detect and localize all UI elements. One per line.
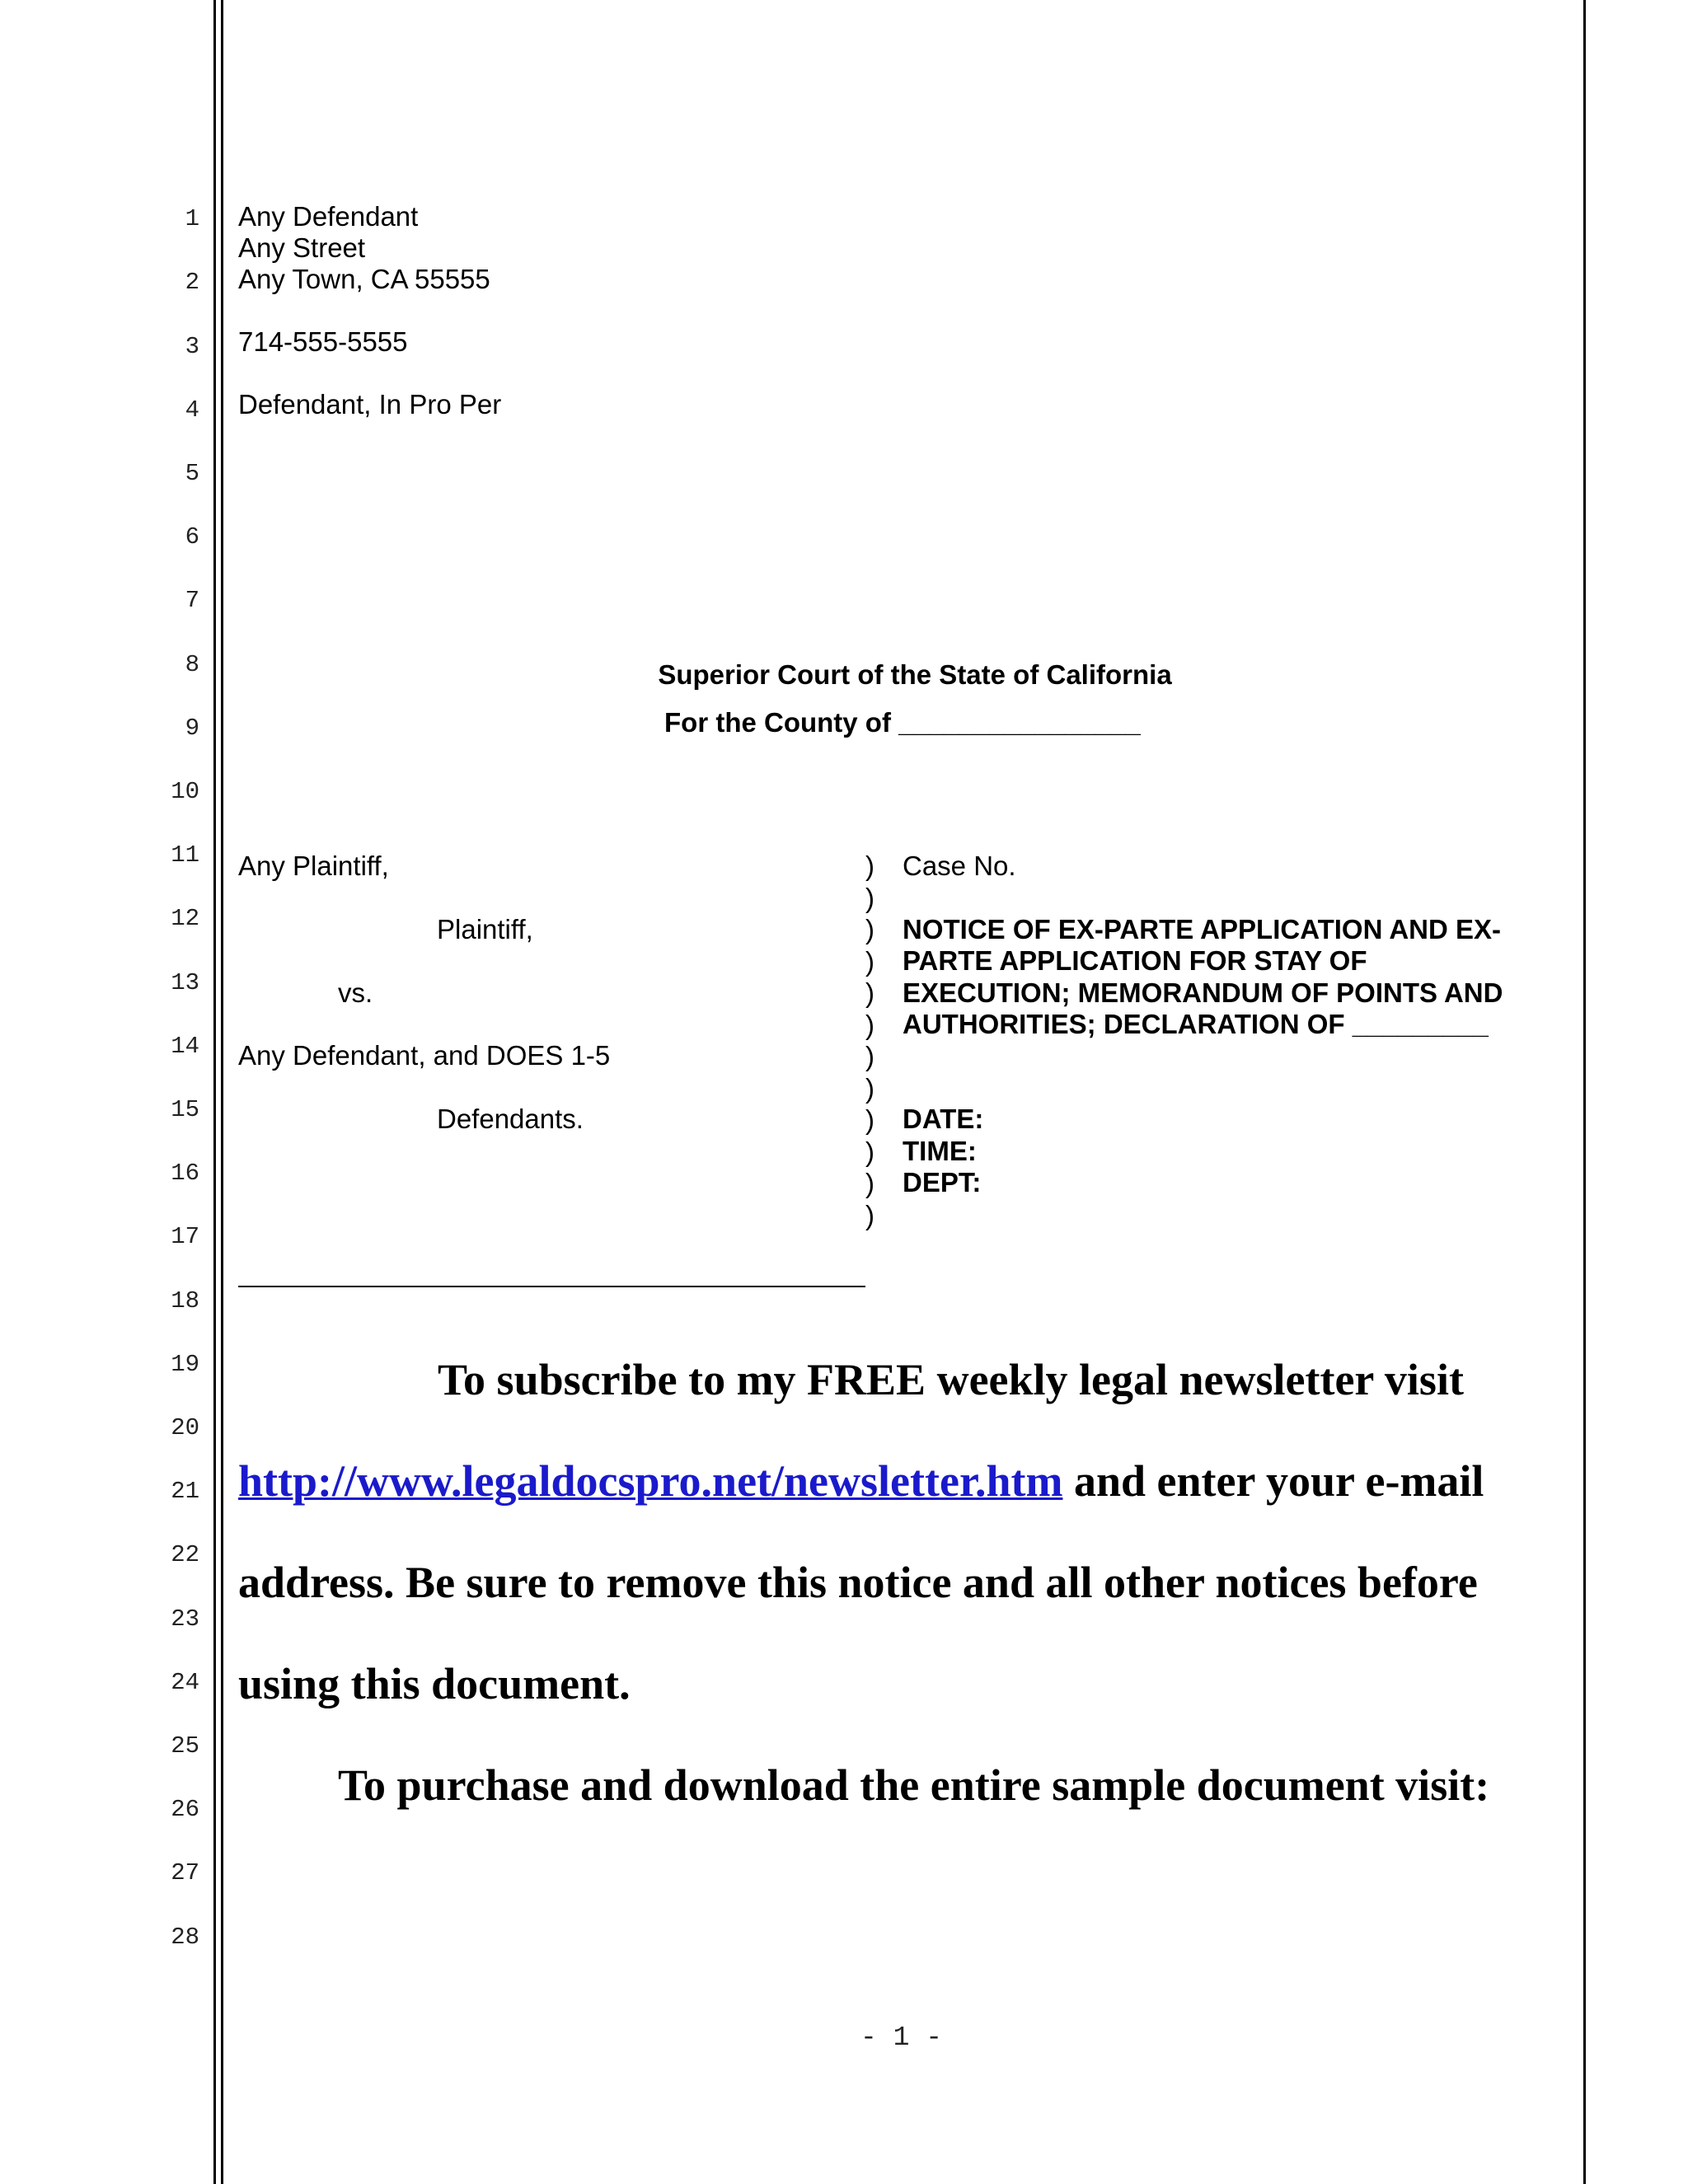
line-number: 25 (171, 1732, 199, 1760)
notice-line-link (238, 1456, 1484, 1506)
document-title-line: PARTE APPLICATION FOR STAY OF (903, 945, 1367, 976)
line-number: 5 (185, 460, 199, 487)
plaintiff-label: Plaintiff, (437, 914, 533, 944)
line-number: 2 (185, 269, 199, 296)
line-number: 13 (171, 969, 199, 996)
hearing-dept-label: DEPT: (903, 1167, 982, 1197)
line-number: 27 (171, 1859, 199, 1886)
notice-line-subscribe: To subscribe to my FREE weekly legal newsletter visit (438, 1355, 1464, 1404)
attorney-name: Any Defendant (238, 201, 419, 232)
notice-link-trailing-text: and enter your e-mail (1062, 1456, 1484, 1506)
line-number: 11 (171, 841, 199, 869)
defendant-label: Defendants. (437, 1104, 584, 1134)
caption-paren: ) (865, 1073, 874, 1104)
document-title-line: NOTICE OF EX-PARTE APPLICATION AND EX- (903, 914, 1502, 944)
line-number: 6 (185, 523, 199, 551)
line-number: 20 (171, 1414, 199, 1441)
line-number: 28 (171, 1924, 199, 1951)
line-numbers (148, 0, 199, 2184)
document-title-line: EXECUTION; MEMORANDUM OF POINTS AND (903, 977, 1503, 1008)
caption-paren: ) (865, 1137, 874, 1167)
line-number: 3 (185, 333, 199, 360)
attorney-street: Any Street (238, 232, 366, 263)
line-number: 7 (185, 587, 199, 614)
attorney-role: Defendant, In Pro Per (238, 389, 502, 419)
notice-line-address: address. Be sure to remove this notice and all other notices before (238, 1558, 1478, 1607)
line-number: 26 (171, 1796, 199, 1823)
court-county: For the County of ________________ (664, 707, 1141, 738)
document-title-line: AUTHORITIES; DECLARATION OF _________ (903, 1009, 1489, 1039)
right-margin-rule (1583, 0, 1586, 2184)
attorney-phone: 714-555-5555 (238, 326, 408, 357)
line-number: 12 (171, 905, 199, 932)
line-number: 1 (185, 205, 199, 232)
case-number-label: Case No. (903, 851, 1016, 881)
versus-label: vs. (338, 977, 373, 1008)
line-number: 15 (171, 1096, 199, 1123)
caption-paren: ) (865, 1200, 874, 1230)
hearing-time-label: TIME: (903, 1136, 977, 1166)
line-number: 14 (171, 1033, 199, 1060)
hearing-date-label: DATE: (903, 1104, 984, 1134)
caption-paren: ) (865, 883, 874, 913)
caption-paren: ) (865, 1104, 874, 1135)
attorney-city: Any Town, CA 55555 (238, 264, 490, 294)
line-number: 8 (185, 651, 199, 678)
notice-line-purchase: To purchase and download the entire sample document visit: (338, 1760, 1490, 1810)
caption-paren: ) (865, 946, 874, 977)
caption-paren: ) (865, 914, 874, 944)
notice-line-using: using this document. (238, 1659, 631, 1708)
line-number: 9 (185, 715, 199, 742)
page-number: - 1 - (860, 2022, 943, 2053)
line-number: 24 (171, 1669, 199, 1696)
caption-paren: ) (865, 1168, 874, 1198)
line-number: 16 (171, 1160, 199, 1187)
caption-paren: ) (865, 851, 874, 881)
caption-paren: ) (865, 1010, 874, 1040)
defendant-name: Any Defendant, and DOES 1-5 (238, 1040, 611, 1071)
line-number: 10 (171, 778, 199, 805)
line-number: 18 (171, 1287, 199, 1315)
caption-paren: ) (865, 977, 874, 1008)
court-title: Superior Court of the State of California (658, 659, 1172, 690)
line-number: 4 (185, 396, 199, 424)
caption-divider (238, 1286, 865, 1287)
left-margin-rule-inner (221, 0, 223, 2184)
caption-paren: ) (865, 1041, 874, 1071)
line-number: 17 (171, 1223, 199, 1250)
line-number: 21 (171, 1478, 199, 1505)
left-margin-rule-outer (213, 0, 216, 2184)
line-number: 19 (171, 1351, 199, 1378)
line-number: 23 (171, 1605, 199, 1633)
newsletter-link[interactable]: http://www.legaldocspro.net/newsletter.htm (238, 1456, 1063, 1506)
line-number: 22 (171, 1541, 199, 1568)
plaintiff-name: Any Plaintiff, (238, 851, 389, 881)
